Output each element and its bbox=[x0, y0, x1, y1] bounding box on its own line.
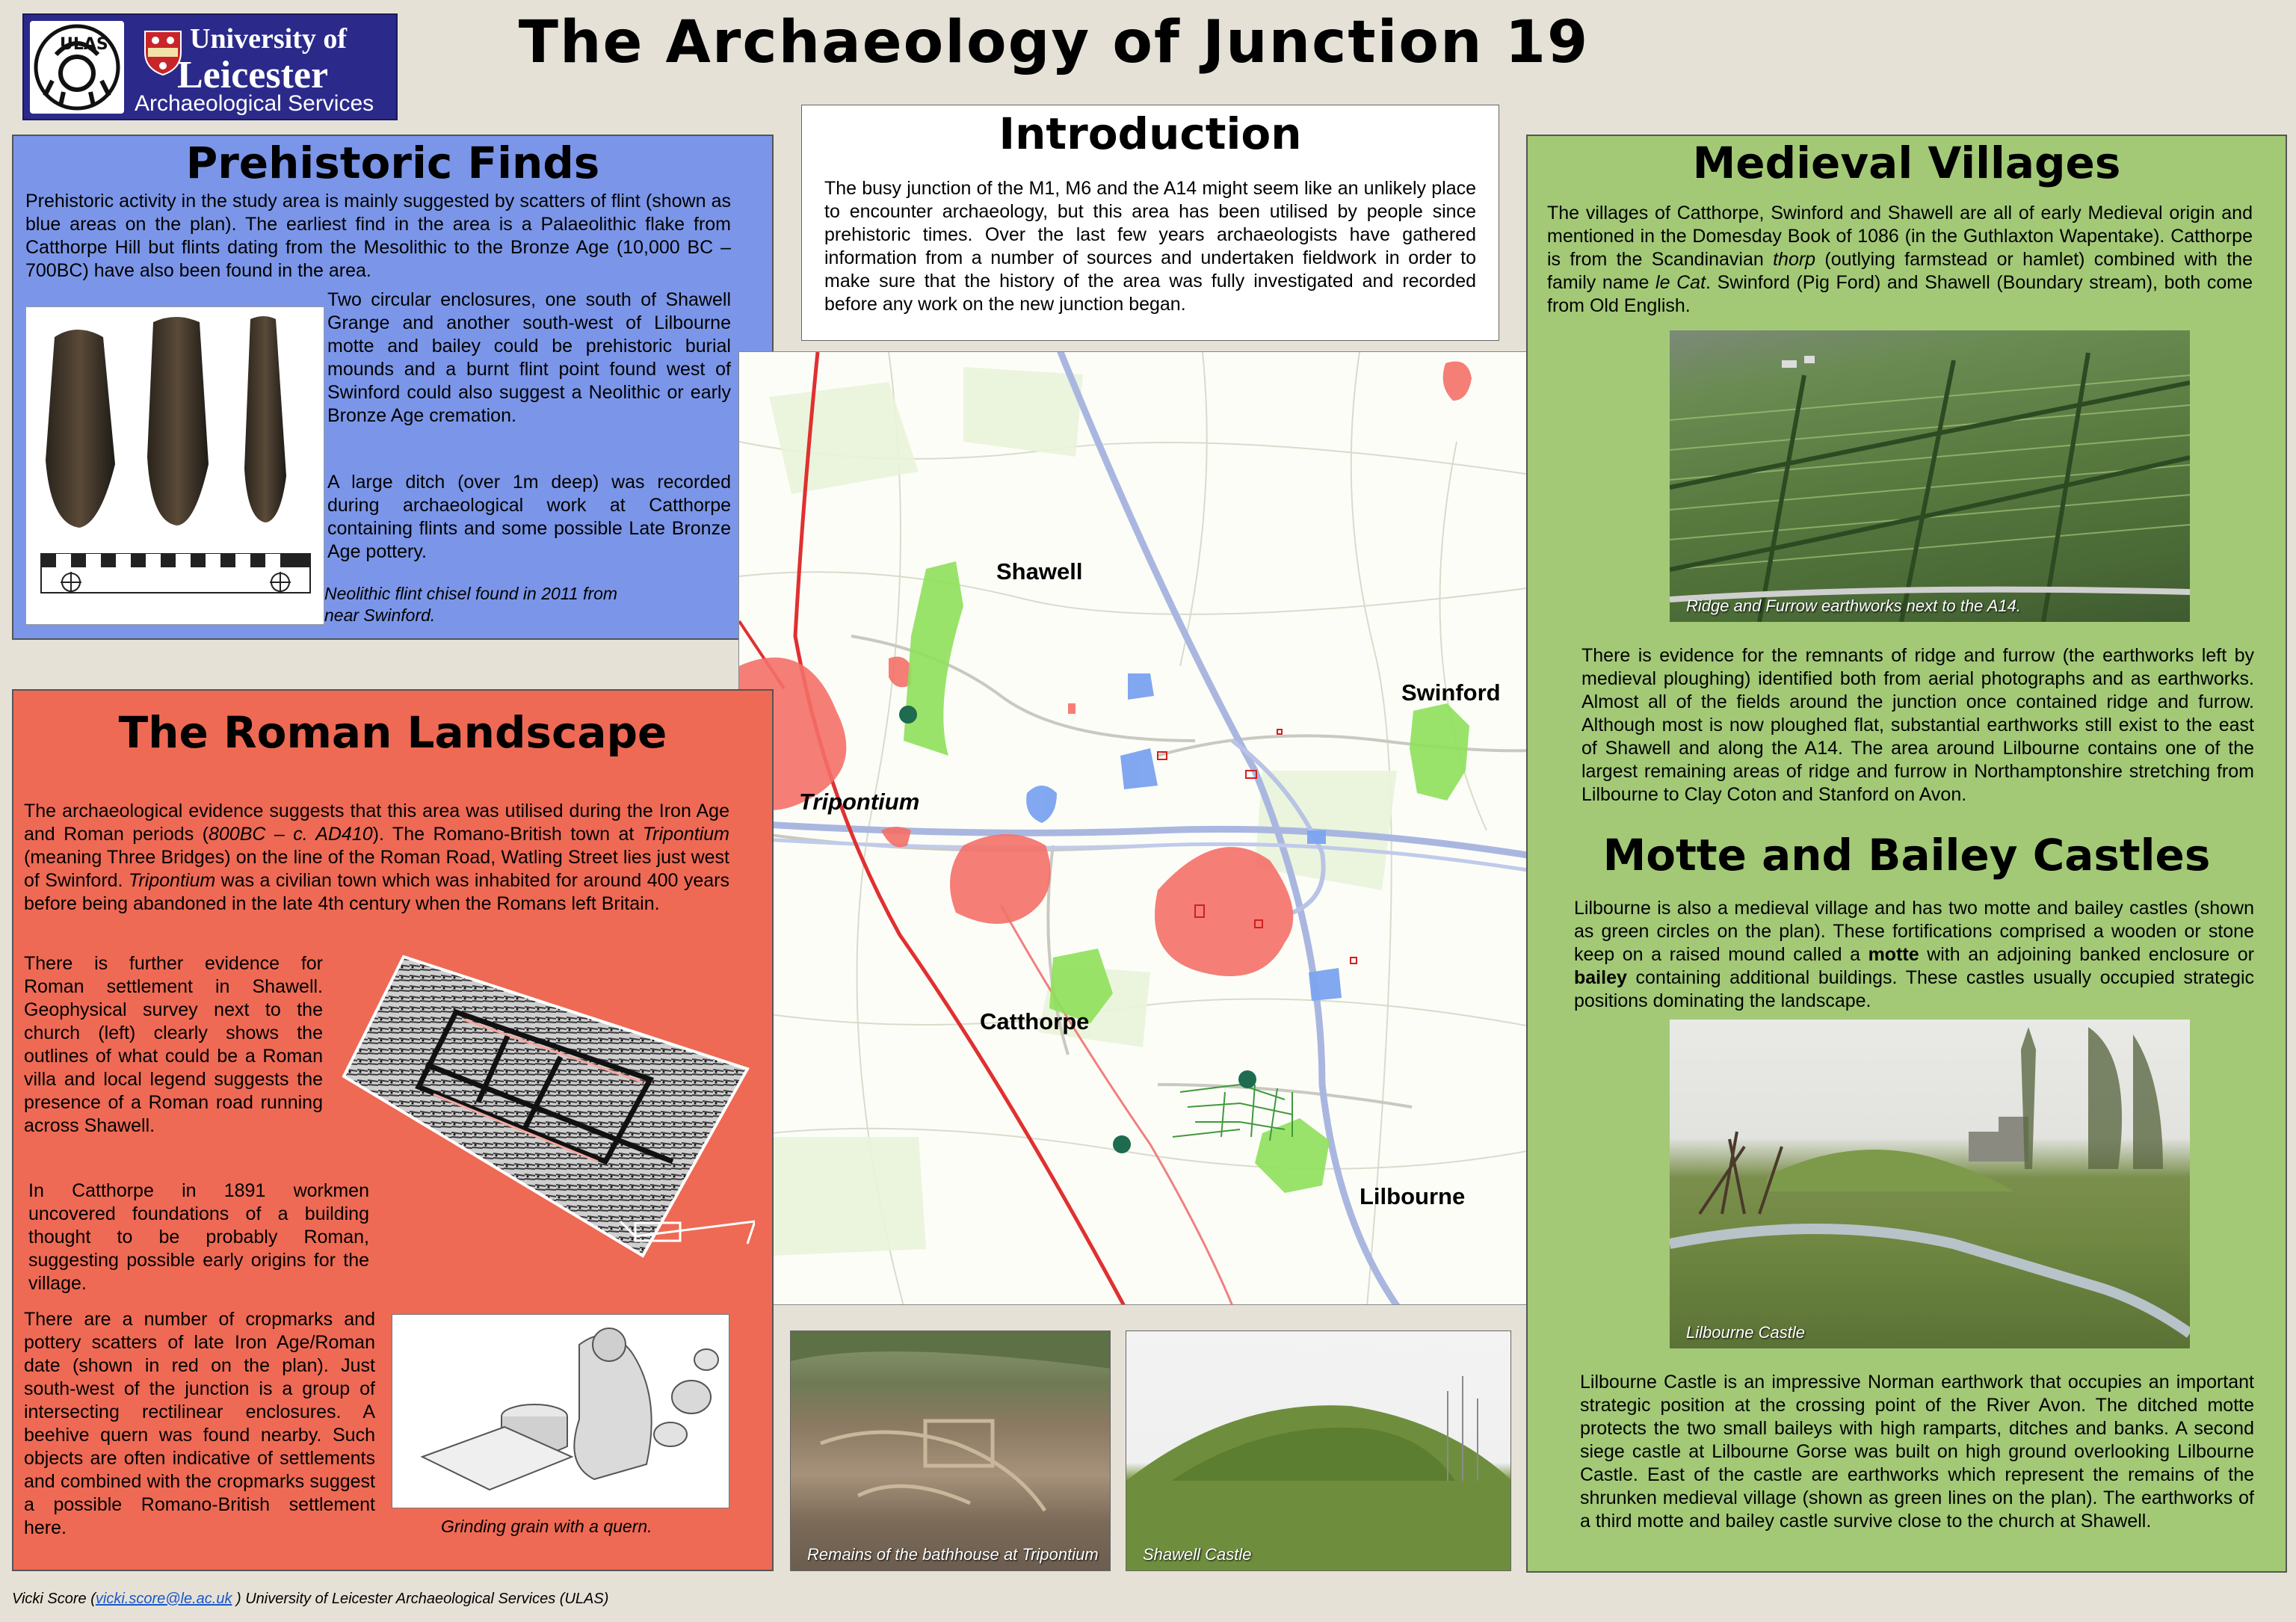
ridge-furrow-photo bbox=[1670, 330, 2190, 622]
bathhouse-photo bbox=[790, 1330, 1111, 1571]
ulas-emblem-icon bbox=[30, 21, 124, 114]
roman-para4: There are a number of cropmarks and pottery scatters of late Iron Age/Roman date (shown in red on the plan). Just south-west of the junction is a group of intersecting rectilinear enclosures. A beehive quern was found nearby. Such objects are often indicative of settlements and combined with the cropmarks suggest a possible Romano-British settlement here. bbox=[24, 1309, 375, 1538]
map-label-shawell: Shawell bbox=[996, 558, 1083, 585]
map-label-tripontium: Tripontium bbox=[799, 789, 920, 815]
ulas-logo bbox=[22, 13, 398, 120]
motte-para2: Lilbourne Castle is an impressive Norman earthwork that occupies an important strategic position at the crossing point of the River Avon. The ditched motte protects the two small baileys with high ramparts, ditches and banks. A second siege castle at Lilbourne Gorse was built on high ground overlooking Lilbourne Castle. East of the castle are earthworks which represent the remains of the shrunken medieval village (shown as green lines on the plan). The earthworks of a third motte and bailey castle survive close to the church at Shawell. bbox=[1580, 1372, 2254, 1532]
site-plan-map bbox=[738, 351, 1559, 1305]
introduction-text: The busy junction of the M1, M6 and the A14 might seem like an unlikely place to encounter archaeology, but this area has been utilised by people since prehistoric times. Over the last few years archaeologists have gathered information from a number of sources and undertaken fieldwork in order to make sure that the history of the area was fully investigated and recorded before any work on the new junction began. bbox=[824, 178, 1476, 315]
castle-marker-lilbourne bbox=[1238, 1070, 1256, 1088]
quern-drawing bbox=[392, 1314, 729, 1508]
logo-leicester-text: Leicester bbox=[177, 54, 329, 96]
quern-caption: Grinding grain with a quern. bbox=[441, 1517, 652, 1536]
logo-university-text: University of bbox=[190, 23, 348, 55]
ridge-furrow-caption: Ridge and Furrow earthworks next to the A14. bbox=[1686, 596, 2021, 615]
medieval-title: Medieval Villages bbox=[1692, 138, 2121, 188]
roman-para2: There is further evidence for Roman settlement in Shawell. Geophysical survey next to the church (left) clearly shows the outlines of what could be a Roman villa and local legend suggests the presence of a Roman road running across Shawell. bbox=[24, 953, 323, 1136]
lilbourne-castle-caption: Lilbourne Castle bbox=[1686, 1323, 1805, 1342]
shawell-castle-caption: Shawell Castle bbox=[1143, 1545, 1252, 1564]
footer-credit: Vicki Score (vicki.score@le.ac.uk ) University of Leicester Archaeological Services (ULAS) bbox=[12, 1591, 609, 1607]
introduction-panel bbox=[801, 105, 1499, 341]
motte-para1: Lilbourne is also a medieval village and has two motte and bailey castles (shown as green circles on the plan). These fortifications comprised a wooden or stone keep on a raised mound called a motte with an adjoining banked enclosure or bailey containing additional buildings. These castles usually occupied strategic positions dominating the landscape. bbox=[1574, 898, 2254, 1011]
lilbourne-castle-photo bbox=[1670, 1020, 2190, 1348]
flint-chisel-caption: Neolithic flint chisel found in 2011 from near Swinford. bbox=[324, 584, 618, 625]
bathhouse-caption: Remains of the bathhouse at Tripontium bbox=[807, 1545, 1099, 1564]
page-title: The Archaeology of Junction 19 bbox=[518, 9, 1590, 76]
prehistoric-title: Prehistoric Finds bbox=[185, 138, 600, 188]
ulas-emblem bbox=[30, 21, 124, 114]
map-label-swinford: Swinford bbox=[1401, 679, 1501, 706]
logo-services-text: Archaeological Services bbox=[135, 91, 374, 116]
prehistoric-panel bbox=[12, 135, 774, 640]
prehistoric-para3: A large ditch (over 1m deep) was recorded during archaeological work at Catthorpe containing flints and some possible Late Bronze Age pottery. bbox=[327, 472, 731, 562]
medieval-panel bbox=[1526, 135, 2287, 1573]
motte-title: Motte and Bailey Castles bbox=[1602, 830, 2211, 881]
flint-chisel-image bbox=[26, 307, 324, 625]
introduction-title: Introduction bbox=[999, 108, 1302, 159]
castle-marker-gorse bbox=[1113, 1135, 1131, 1153]
flint-chisel-photo bbox=[25, 306, 324, 625]
roman-para1: The archaeological evidence suggests that this area was utilised during the Iron Age and Roman periods (800BC – c. AD410). The Romano-British town at Tripontium (meaning Three Bridges) on the line of the Roman Road, Watling Street lies just west of Swinford. Tripontium was a civilian town which was inhabited for around 400 years before being abandoned in the late 4th century when the Romans left Britain. bbox=[24, 801, 730, 914]
prehistoric-para2: Two circular enclosures, one south of Shawell Grange and another south-west of Lilbourne motte and bailey could be prehistoric burial mounds and a burnt flint point found west of Swinford could also suggest a Neolithic or early Bronze Age cremation. bbox=[327, 289, 731, 426]
roman-para3: In Catthorpe in 1891 workmen uncovered foundations of a building thought to be probably Roman, suggesting possible early origins for the village. bbox=[28, 1180, 369, 1294]
roman-panel bbox=[12, 689, 774, 1571]
medieval-para1: The villages of Catthorpe, Swinford and Shawell are all of early Medieval origin and mentioned in the Domesday Book of 1086 (in the Guthlaxton Wapentake). Catthorpe is from the Scandinavian thorp (outlying farmstead or hamlet) combined with the family name le Cat. Swinford (Pig Ford) and Shawell (Boundary stream), both come from Old English. bbox=[1547, 203, 2253, 316]
map-label-catthorpe: Catthorpe bbox=[980, 1008, 1090, 1034]
shawell-castle-photo bbox=[1126, 1330, 1511, 1571]
svg-text:ULAS: ULAS bbox=[60, 35, 108, 54]
prehistoric-para1: Prehistoric activity in the study area is mainly suggested by scatters of flint (shown as blue areas on the plan). The earliest find in the area is a Palaeolithic flake from Catthorpe Hill but flints dating from the Mesolithic to the Bronze Age (10,000 BC – 700BC) have also been found in the area. bbox=[25, 191, 731, 281]
castle-marker-shawell bbox=[899, 706, 917, 724]
geophysical-survey-image bbox=[336, 952, 755, 1259]
map-label-lilbourne: Lilbourne bbox=[1360, 1183, 1466, 1209]
medieval-para2: There is evidence for the remnants of ridge and furrow (the earthworks left by medieval ploughing) identified both from aerial photographs and as earthworks. Almost all of the fields around the junction once contained ridge and furrow. Although most is now ploughed flat, substantial earthworks still exist to the east of Shawell and along the A14. The area around Lilbourne contains one of the largest remaining areas of ridge and furrow in Northamptonshire stretching from Lilbourne to Clay Coton and Stanford on Avon. bbox=[1581, 645, 2254, 805]
roman-title: The Roman Landscape bbox=[118, 707, 667, 758]
footer-email-link[interactable]: vicki.score@le.ac.uk bbox=[95, 1591, 232, 1607]
site-plan-svg bbox=[739, 352, 1559, 1305]
